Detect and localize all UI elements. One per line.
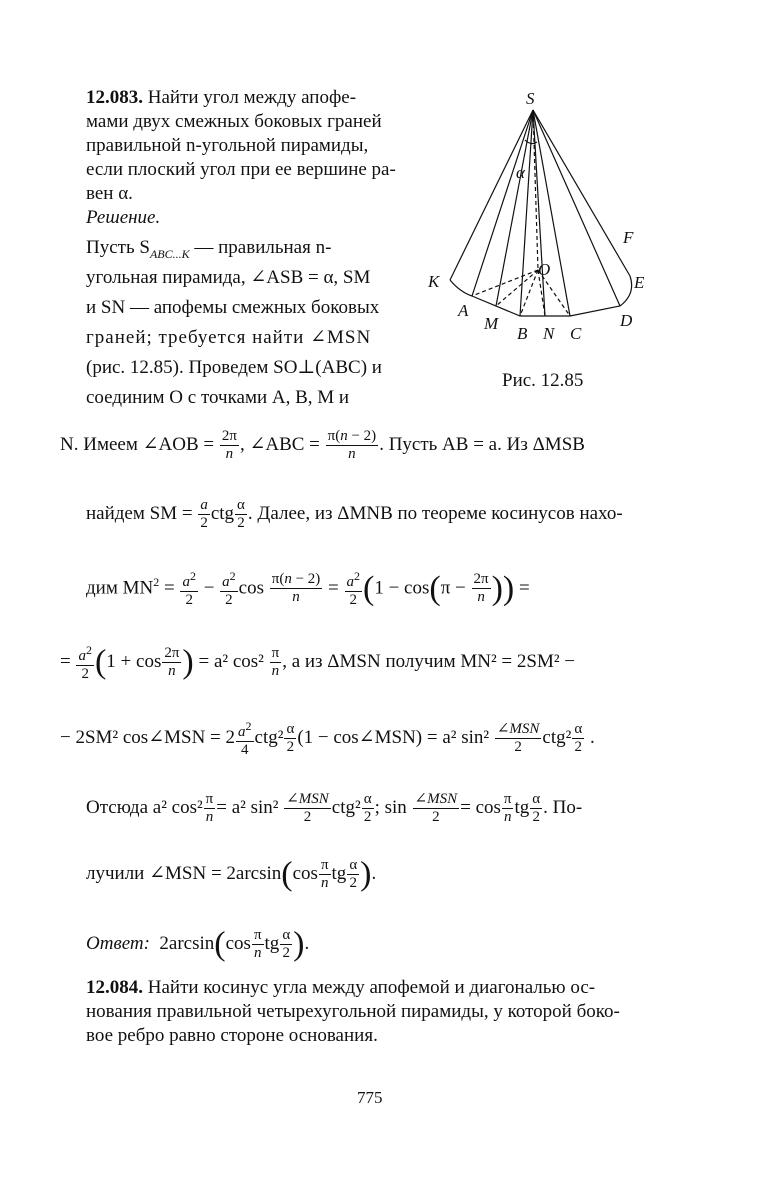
problem-2-line-1: 12.084. Найти косинус угла между апофемой и диагональю ос- — [86, 977, 596, 998]
pyramid-figure — [420, 80, 680, 400]
problem-2-line-2: нования правильной четырехугольной пирамиды, у которой боко- — [86, 1001, 620, 1022]
solution-line-12: Отсюда a² cos² $\frac{\pi}{n}$ = a² sin² $\frac{\text{∠MSN}}{2}$ ctg² $\frac{\alpha}{2}$ ; sin $\frac{\text{∠MSN}}{2}$ = cos $\frac{\pi}{n}$ tg $\frac{\alpha}{2}$ . По- — [86, 791, 583, 826]
solution-line-9: дим $MN^2$ = $\frac{a^2}{2}$ − $\frac{a^2}{2}$ cos $\frac{\pi(n - 2)}{n}$ = $\frac{a^2}{2}$ (1 − cos(π − $\frac{2\pi}{n}$ )) = — [86, 569, 530, 609]
solution-line-8: найдем SM = $\frac{a}{2}$ ctg $\frac{\alpha}{2}$ . Далее, из ΔMNB по теореме косинусов нахо- — [86, 497, 623, 532]
answer-label: Ответ: — [86, 933, 150, 954]
problem-1-line-4: если плоский угол при ее вершине ра- — [86, 159, 396, 180]
solution-line-6: соединим O с точками A, B, M и — [86, 387, 350, 408]
label-A: A — [458, 301, 469, 320]
solution-line-3: и SN — апофемы смежных боковых — [86, 297, 380, 318]
label-E: E — [634, 273, 645, 292]
label-N: N — [543, 324, 555, 343]
label-B: B — [517, 324, 528, 343]
problem-1-line-5: вен α. — [86, 183, 133, 204]
problem-1-line-2: мами двух смежных боковых граней — [86, 111, 382, 132]
figure-caption: Рис. 12.85 — [502, 370, 584, 391]
problem-2-line-3: вое ребро равно стороне основания. — [86, 1025, 378, 1046]
problem-1-line-1: 12.083. Найти угол между апофе- — [86, 87, 357, 108]
label-alpha: α — [516, 163, 525, 182]
label-D: D — [620, 311, 633, 330]
solution-line-5: (рис. 12.85). Проведем SO⊥(ABC) и — [86, 357, 382, 378]
solution-line-10: = $\frac{a^2}{2}$ (1 + cos $\frac{2\pi}{n}$ ) = a² cos² $\frac{\pi}{n}$ , а из ΔMSN получим MN² = 2SM² − — [60, 643, 576, 683]
page-number: 775 — [357, 1088, 383, 1107]
solution-line-1: Пусть $S_{ABC...K}$ — правильная n- — [86, 237, 332, 261]
solution-line-11: − 2SM² cos∠MSN = 2 $\frac{a^2}{4}$ ctg² $\frac{\alpha}{2}$ (1 − cos∠MSN) = a² sin² $\frac{\text{∠MSN}}{2}$ ctg² $\frac{\alpha}{2}$ . — [60, 719, 595, 759]
label-S: S — [526, 89, 535, 108]
label-M: M — [484, 314, 499, 333]
problem-1-number: 12.083. — [86, 87, 143, 108]
solution-line-13: лучили ∠MSN = 2arcsin(cos $\frac{\pi}{n}$ tg $\frac{\alpha}{2}$ ). — [86, 855, 377, 893]
solution-line-2: угольная пирамида, ∠ASB = α, SM — [86, 267, 371, 288]
solution-label: Решение. — [86, 207, 161, 228]
solution-line-7: N. Имеем ∠AOB = $\frac{2\pi}{n}$ , ∠ABC = $\frac{\pi(n - 2)}{n}$ . Пусть AB = a. Из ΔMSB — [60, 428, 585, 463]
label-K: K — [428, 272, 440, 291]
problem-2-number: 12.084. — [86, 977, 143, 998]
answer-line: Ответ: 2arcsin(cos $\frac{\pi}{n}$ tg $\frac{\alpha}{2}$ ). — [86, 925, 310, 963]
solution-line-4: граней; требуется найти ∠MSN — [86, 327, 372, 348]
problem-1-line-3: правильной n-угольной пирамиды, — [86, 135, 369, 156]
label-C: C — [570, 324, 582, 343]
label-F: F — [623, 228, 634, 247]
label-O: O — [538, 260, 551, 279]
